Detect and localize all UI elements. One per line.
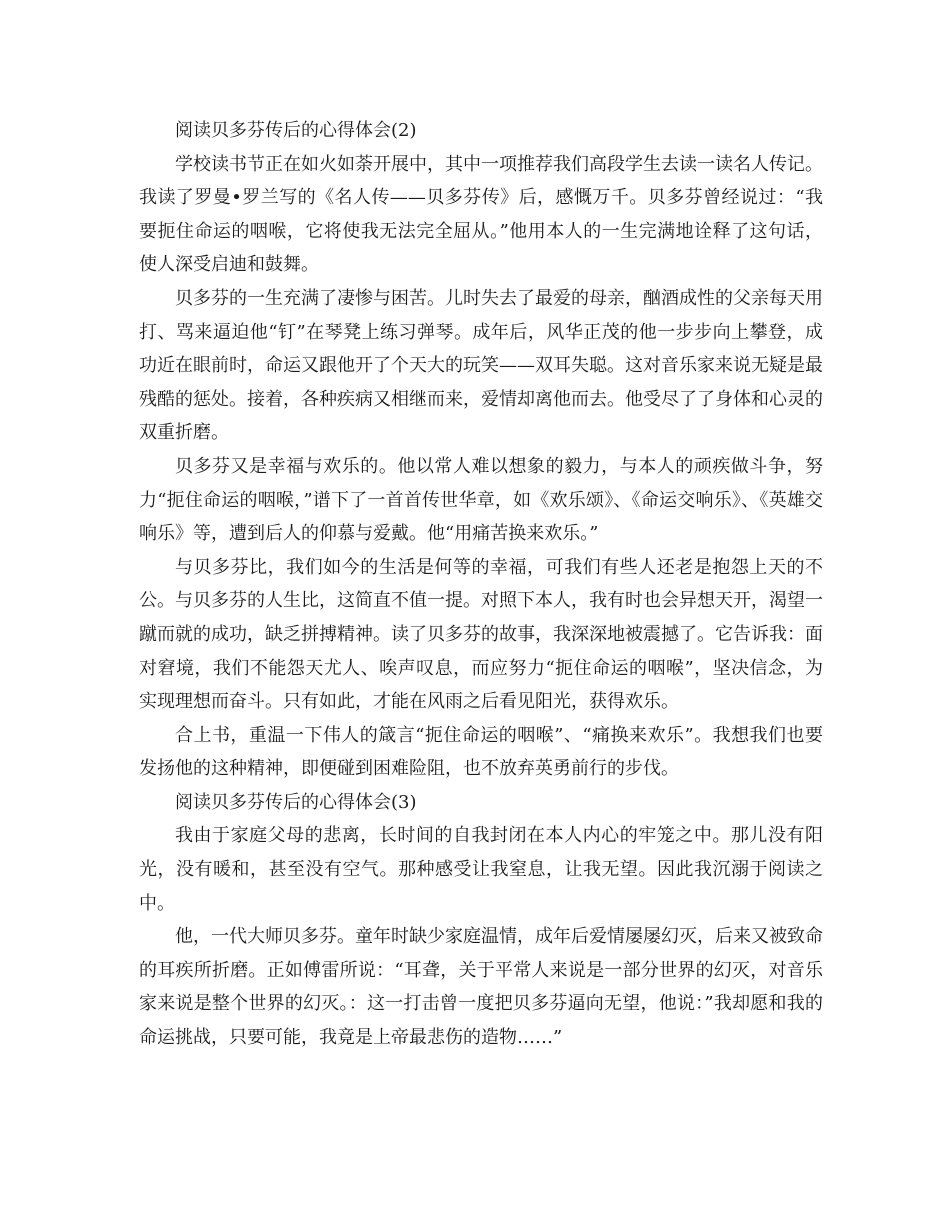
paragraph: 我由于家庭父母的悲离，长时间的自我封闭在本人内心的牢笼之中。那儿没有阳光，没有暖和，甚至没有空气。那种感受让我窒息，让我无望。因此我沉溺于阅读之中。 — [139, 825, 823, 914]
paragraph: 合上书，重温一下伟人的箴言“扼住命运的咽喉”、“痛换来欢乐”。我想我们也要发扬他的这种精神，即便碰到困难险阻，也不放弃英勇前行的步伐。 — [139, 724, 823, 780]
paragraph: 贝多芬又是幸福与欢乐的。他以常人难以想象的毅力，与本人的顽疾做斗争，努力“扼住命运的咽喉，”谱下了一首首传世华章，如《欢乐颂》、《命运交响乐》、《英雄交响乐》等，遭到后人的仰慕与爱戴。他“用痛苦换来欢乐。” — [139, 455, 823, 545]
paragraph: 与贝多芬比，我们如今的生活是何等的幸福，可我们有些人还老是抱怨上天的不公。与贝多芬的人生比，这简直不值一提。对照下本人，我有时也会异想天开，渴望一蹴而就的成功，缺乏拼搏精神。读了贝多芬的故事，我深深地被震撼了。它告诉我：面对窘境，我们不能怨天尤人、唉声叹息，而应努力“扼住命运的咽喉”，坚决信念，为实现理想而奋斗。只有如此，才能在风雨之后看见阳光，获得欢乐。 — [139, 556, 823, 713]
paragraph: 学校读书节正在如火如荼开展中，其中一项推荐我们高段学生去读一读名人传记。我读了罗曼•罗兰写的《名人传——贝多芬传》后，感慨万千。贝多芬曾经说过：“我要扼住命运的咽喉，它将使我无法完全屈从。”他用本人的一生完满地诠释了这句话，使人深受启迪和鼓舞。 — [139, 153, 823, 276]
section-heading-2: 阅读贝多芬传后的心得体会(2) — [175, 120, 417, 141]
paragraph: 贝多芬的一生充满了凄惨与困苦。儿时失去了最爱的母亲，酗酒成性的父亲每天用打、骂来逼迫他“钉”在琴凳上练习弹琴。成年后，风华正茂的他一步步向上攀登，成功近在眼前时，命运又跟他开了个天大的玩笑——双耳失聪。这对音乐家来说无疑是最残酷的惩处。接着，各种疾病又相继而来，爱情却离他而去。他受尽了了身体和心灵的双重折磨。 — [139, 287, 823, 444]
document-body — [139, 114, 823, 1055]
paragraph: 他，一代大师贝多芬。童年时缺少家庭温情，成年后爱情屡屡幻灭，后来又被致命的耳疾所折磨。正如傅雷所说：“耳聋，关于平常人来说是一部分世界的幻灭，对音乐家来说是整个世界的幻灭。：这一打击曾一度把贝多芬逼向无望，他说：”我却愿和我的命运挑战，只要可能，我竟是上帝最悲伤的造物……” — [139, 926, 823, 1049]
section-heading-3: 阅读贝多芬传后的心得体会(3) — [175, 791, 417, 813]
